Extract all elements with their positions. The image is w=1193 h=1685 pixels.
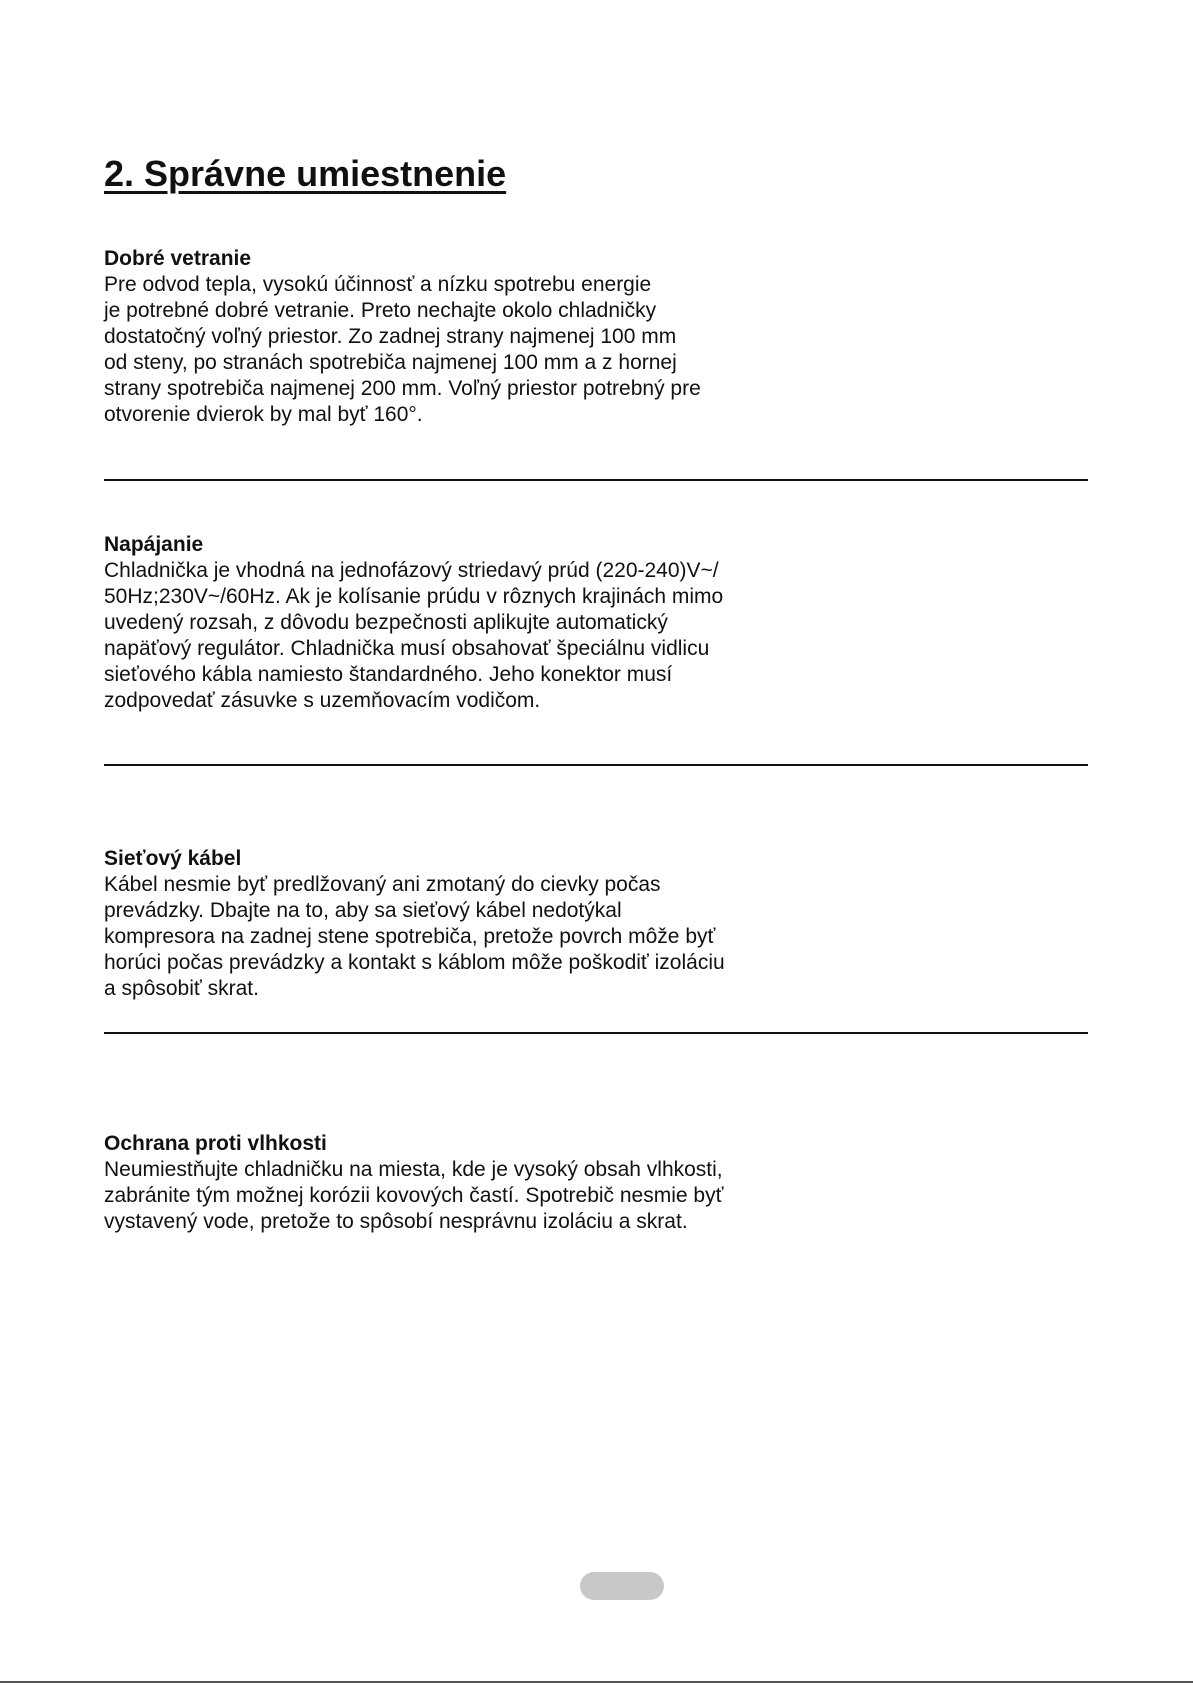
paragraph-line: uvedený rozsah, z dôvodu bezpečnosti aplikujte automatický (104, 611, 668, 634)
section-heading: Napájanie (104, 533, 204, 556)
page-number-badge (580, 1572, 664, 1600)
paragraph-line: zabránite tým možnej korózii kovových častí. Spotrebič nesmie byť (104, 1184, 724, 1207)
section-heading: Ochrana proti vlhkosti (104, 1132, 327, 1155)
paragraph-line: Neumiestňujte chladničku na miesta, kde je vysoký obsah vlhkosti, (104, 1158, 723, 1181)
paragraph-line: napäťový regulátor. Chladnička musí obsahovať špeciálnu vidlicu (104, 637, 710, 660)
paragraph-line: Kábel nesmie byť predlžovaný ani zmotaný do cievky počas (104, 873, 661, 896)
paragraph-line: otvorenie dvierok by mal byť 160°. (104, 403, 423, 426)
paragraph-line: kompresora na zadnej stene spotrebiča, pretože povrch môže byť (104, 925, 716, 948)
page-title: 2. Správne umiestnenie (104, 153, 507, 194)
paragraph-line: a spôsobiť skrat. (104, 977, 259, 1000)
section-heading: Sieťový kábel (104, 847, 242, 870)
paragraph-line: od steny, po stranách spotrebiča najmenej 100 mm a z hornej (104, 351, 677, 374)
paragraph-line: horúci počas prevádzky a kontakt s káblom môže poškodiť izoláciu (104, 951, 725, 974)
paragraph-line: Pre odvod tepla, vysokú účinnosť a nízku spotrebu energie (104, 273, 652, 296)
section-moisture-protection (104, 1131, 864, 1235)
section-heading: Dobré vetranie (104, 247, 252, 270)
section-power-supply (104, 532, 864, 714)
paragraph-line: sieťového kábla namiesto štandardného. Jeho konektor musí (104, 663, 673, 686)
page-bottom-rule (0, 1681, 1193, 1683)
paragraph-line: strany spotrebiča najmenej 200 mm. Voľný priestor potrebný pre (104, 377, 701, 400)
paragraph-line: dostatočný voľný priestor. Zo zadnej strany najmenej 100 mm (104, 325, 677, 348)
paragraph-line: vystavený vode, pretože to spôsobí nesprávnu izoláciu a skrat. (104, 1210, 688, 1233)
paragraph-line: zodpovedať zásuvke s uzemňovacím vodičom. (104, 689, 541, 712)
section-ventilation (104, 246, 864, 428)
section-divider (104, 479, 1088, 481)
paragraph-line: je potrebné dobré vetranie. Preto nechajte okolo chladničky (104, 299, 657, 322)
section-power-cable (104, 846, 864, 1002)
section-divider (104, 764, 1088, 766)
paragraph-line: prevádzky. Dbajte na to, aby sa sieťový kábel nedotýkal (104, 899, 622, 922)
paragraph-line: 50Hz;230V~/60Hz. Ak je kolísanie prúdu v rôznych krajinách mimo (104, 585, 724, 608)
section-divider (104, 1032, 1088, 1034)
paragraph-line: Chladnička je vhodná na jednofázový striedavý prúd (220-240)V~/ (104, 559, 719, 582)
